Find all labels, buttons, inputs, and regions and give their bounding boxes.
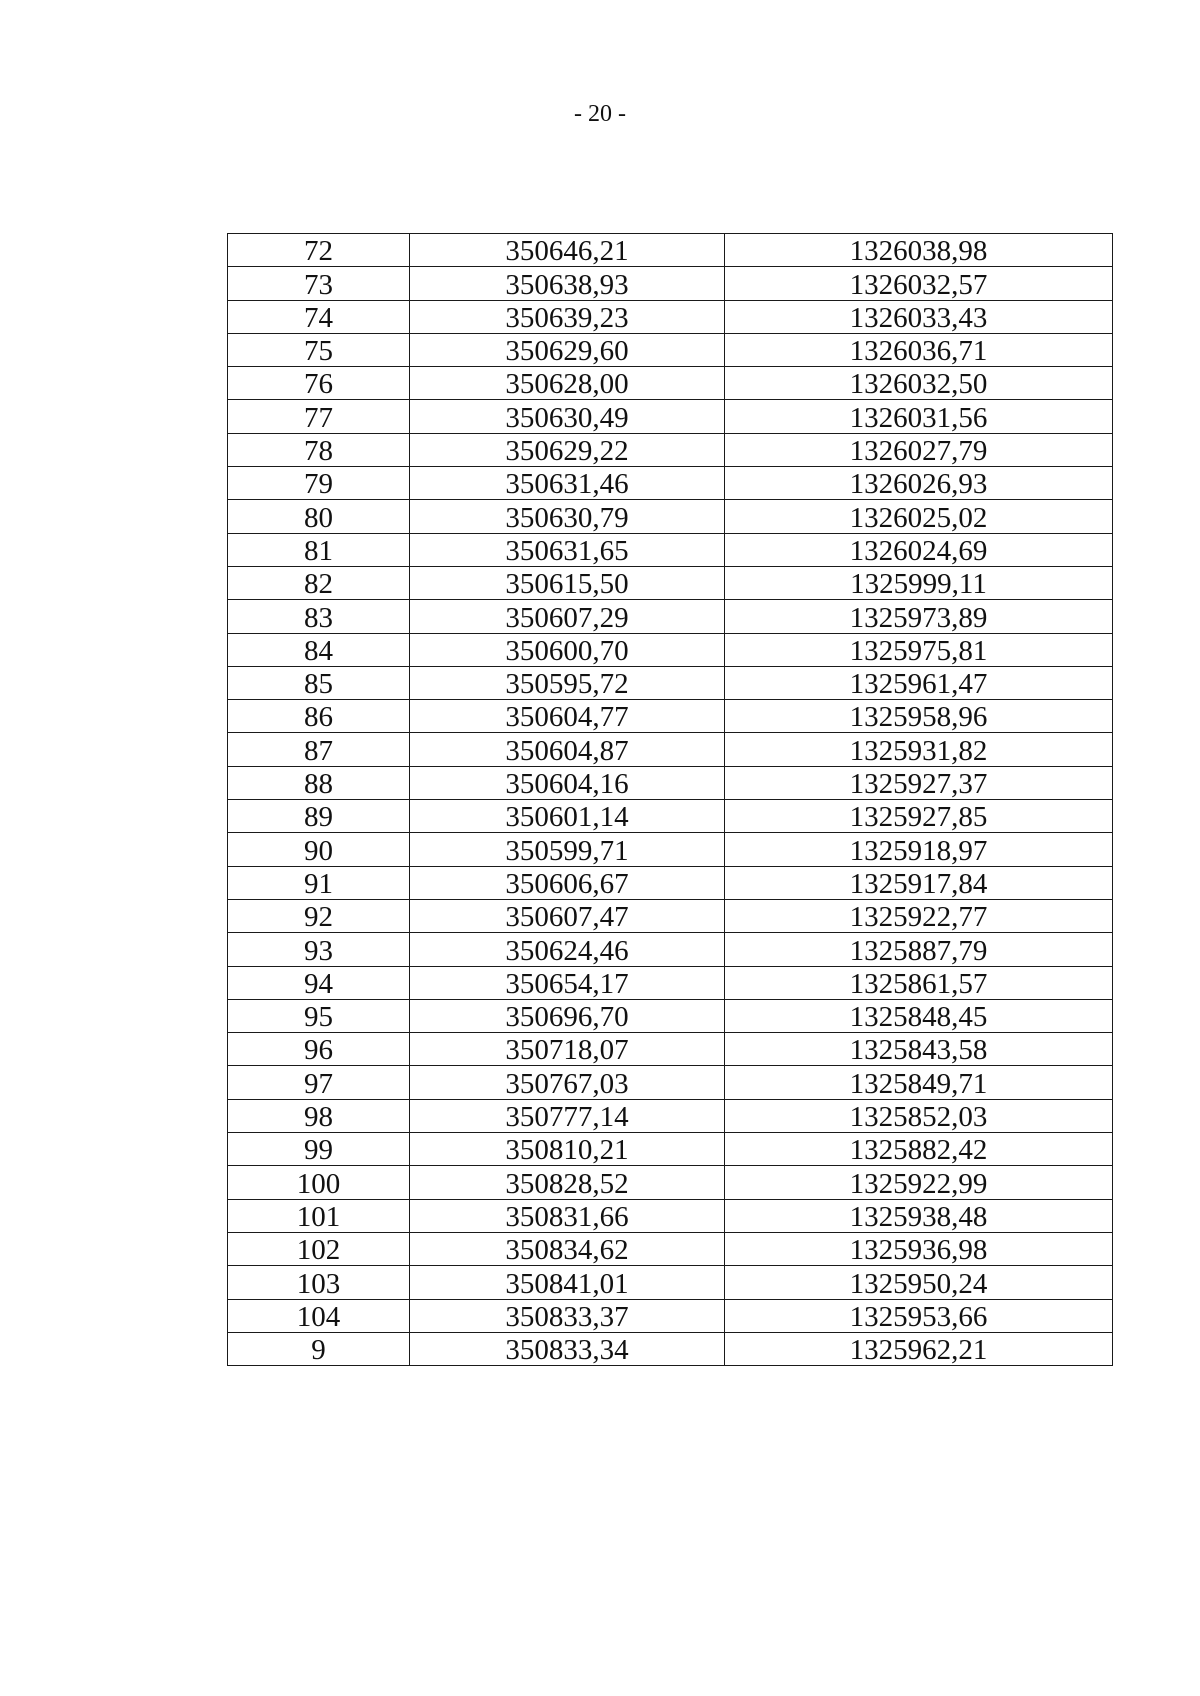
table-row	[228, 733, 1113, 766]
point-number-cell: 76	[228, 367, 410, 400]
table-row	[228, 1166, 1113, 1199]
x-coordinate-cell: 350639,23	[410, 300, 725, 333]
y-coordinate-cell: 1326032,57	[725, 267, 1113, 300]
table-row	[228, 1299, 1113, 1332]
point-number-cell: 80	[228, 500, 410, 533]
x-coordinate-cell: 350834,62	[410, 1232, 725, 1265]
x-coordinate-cell: 350696,70	[410, 999, 725, 1032]
point-number-cell: 100	[228, 1166, 410, 1199]
y-coordinate-cell: 1325861,57	[725, 966, 1113, 999]
point-number-cell: 81	[228, 533, 410, 566]
table-row	[228, 633, 1113, 666]
y-coordinate-cell: 1325931,82	[725, 733, 1113, 766]
table-row	[228, 600, 1113, 633]
y-coordinate-cell: 1325849,71	[725, 1066, 1113, 1099]
point-number-cell: 102	[228, 1232, 410, 1265]
point-number-cell: 86	[228, 700, 410, 733]
y-coordinate-cell: 1326036,71	[725, 333, 1113, 366]
table-row	[228, 533, 1113, 566]
x-coordinate-cell: 350628,00	[410, 367, 725, 400]
table-row	[228, 1266, 1113, 1299]
x-coordinate-cell: 350601,14	[410, 800, 725, 833]
table-row	[228, 234, 1113, 267]
y-coordinate-cell: 1325927,37	[725, 766, 1113, 799]
table-row	[228, 666, 1113, 699]
table-row	[228, 467, 1113, 500]
x-coordinate-cell: 350841,01	[410, 1266, 725, 1299]
y-coordinate-cell: 1325882,42	[725, 1133, 1113, 1166]
point-number-cell: 72	[228, 234, 410, 267]
x-coordinate-cell: 350718,07	[410, 1033, 725, 1066]
point-number-cell: 103	[228, 1266, 410, 1299]
x-coordinate-cell: 350767,03	[410, 1066, 725, 1099]
x-coordinate-cell: 350629,22	[410, 433, 725, 466]
x-coordinate-cell: 350624,46	[410, 933, 725, 966]
y-coordinate-cell: 1325975,81	[725, 633, 1113, 666]
point-number-cell: 96	[228, 1033, 410, 1066]
table-row	[228, 866, 1113, 899]
x-coordinate-cell: 350604,77	[410, 700, 725, 733]
point-number-cell: 83	[228, 600, 410, 633]
x-coordinate-cell: 350810,21	[410, 1133, 725, 1166]
x-coordinate-cell: 350654,17	[410, 966, 725, 999]
y-coordinate-cell: 1325852,03	[725, 1099, 1113, 1132]
x-coordinate-cell: 350630,49	[410, 400, 725, 433]
point-number-cell: 73	[228, 267, 410, 300]
table-row	[228, 400, 1113, 433]
table-row	[228, 333, 1113, 366]
point-number-cell: 88	[228, 766, 410, 799]
point-number-cell: 74	[228, 300, 410, 333]
y-coordinate-cell: 1325961,47	[725, 666, 1113, 699]
table-row	[228, 800, 1113, 833]
point-number-cell: 94	[228, 966, 410, 999]
table-row	[228, 1199, 1113, 1232]
y-coordinate-cell: 1326033,43	[725, 300, 1113, 333]
y-coordinate-cell: 1325958,96	[725, 700, 1113, 733]
point-number-cell: 85	[228, 666, 410, 699]
table-row	[228, 566, 1113, 599]
point-number-cell: 99	[228, 1133, 410, 1166]
y-coordinate-cell: 1325950,24	[725, 1266, 1113, 1299]
table-row	[228, 833, 1113, 866]
point-number-cell: 97	[228, 1066, 410, 1099]
point-number-cell: 92	[228, 899, 410, 932]
table-row	[228, 1033, 1113, 1066]
x-coordinate-cell: 350833,37	[410, 1299, 725, 1332]
table-row	[228, 300, 1113, 333]
x-coordinate-cell: 350607,47	[410, 899, 725, 932]
point-number-cell: 91	[228, 866, 410, 899]
point-number-cell: 9	[228, 1332, 410, 1365]
point-number-cell: 79	[228, 467, 410, 500]
table-row	[228, 1332, 1113, 1365]
x-coordinate-cell: 350831,66	[410, 1199, 725, 1232]
y-coordinate-cell: 1325999,11	[725, 566, 1113, 599]
point-number-cell: 104	[228, 1299, 410, 1332]
table-row	[228, 766, 1113, 799]
point-number-cell: 89	[228, 800, 410, 833]
point-number-cell: 95	[228, 999, 410, 1032]
x-coordinate-cell: 350604,16	[410, 766, 725, 799]
point-number-cell: 75	[228, 333, 410, 366]
y-coordinate-cell: 1326032,50	[725, 367, 1113, 400]
table-row	[228, 1133, 1113, 1166]
y-coordinate-cell: 1325922,77	[725, 899, 1113, 932]
table-row	[228, 966, 1113, 999]
point-number-cell: 77	[228, 400, 410, 433]
y-coordinate-cell: 1325973,89	[725, 600, 1113, 633]
y-coordinate-cell: 1325848,45	[725, 999, 1113, 1032]
y-coordinate-cell: 1326025,02	[725, 500, 1113, 533]
y-coordinate-cell: 1325962,21	[725, 1332, 1113, 1365]
point-number-cell: 87	[228, 733, 410, 766]
table-row	[228, 367, 1113, 400]
y-coordinate-cell: 1325938,48	[725, 1199, 1113, 1232]
x-coordinate-cell: 350595,72	[410, 666, 725, 699]
x-coordinate-cell: 350631,65	[410, 533, 725, 566]
x-coordinate-cell: 350777,14	[410, 1099, 725, 1132]
table-row	[228, 1099, 1113, 1132]
table-row	[228, 433, 1113, 466]
point-number-cell: 84	[228, 633, 410, 666]
y-coordinate-cell: 1326024,69	[725, 533, 1113, 566]
x-coordinate-cell: 350631,46	[410, 467, 725, 500]
x-coordinate-cell: 350604,87	[410, 733, 725, 766]
x-coordinate-cell: 350599,71	[410, 833, 725, 866]
point-number-cell: 101	[228, 1199, 410, 1232]
point-number-cell: 98	[228, 1099, 410, 1132]
table-row	[228, 1066, 1113, 1099]
y-coordinate-cell: 1325917,84	[725, 866, 1113, 899]
table-row	[228, 700, 1113, 733]
y-coordinate-cell: 1325927,85	[725, 800, 1113, 833]
coordinates-table-body	[228, 234, 1113, 1366]
x-coordinate-cell: 350615,50	[410, 566, 725, 599]
point-number-cell: 90	[228, 833, 410, 866]
point-number-cell: 82	[228, 566, 410, 599]
y-coordinate-cell: 1326027,79	[725, 433, 1113, 466]
table-row	[228, 500, 1113, 533]
y-coordinate-cell: 1326031,56	[725, 400, 1113, 433]
y-coordinate-cell: 1325922,99	[725, 1166, 1113, 1199]
y-coordinate-cell: 1325936,98	[725, 1232, 1113, 1265]
coordinates-table	[227, 233, 1113, 1366]
y-coordinate-cell: 1325953,66	[725, 1299, 1113, 1332]
table-row	[228, 933, 1113, 966]
table-row	[228, 899, 1113, 932]
x-coordinate-cell: 350600,70	[410, 633, 725, 666]
x-coordinate-cell: 350646,21	[410, 234, 725, 267]
table-row	[228, 1232, 1113, 1265]
y-coordinate-cell: 1325887,79	[725, 933, 1113, 966]
x-coordinate-cell: 350638,93	[410, 267, 725, 300]
x-coordinate-cell: 350828,52	[410, 1166, 725, 1199]
point-number-cell: 93	[228, 933, 410, 966]
y-coordinate-cell: 1326038,98	[725, 234, 1113, 267]
x-coordinate-cell: 350833,34	[410, 1332, 725, 1365]
x-coordinate-cell: 350607,29	[410, 600, 725, 633]
page-number: - 20 -	[574, 101, 626, 127]
x-coordinate-cell: 350630,79	[410, 500, 725, 533]
y-coordinate-cell: 1325843,58	[725, 1033, 1113, 1066]
x-coordinate-cell: 350629,60	[410, 333, 725, 366]
x-coordinate-cell: 350606,67	[410, 866, 725, 899]
y-coordinate-cell: 1325918,97	[725, 833, 1113, 866]
table-row	[228, 999, 1113, 1032]
table-row	[228, 267, 1113, 300]
point-number-cell: 78	[228, 433, 410, 466]
y-coordinate-cell: 1326026,93	[725, 467, 1113, 500]
